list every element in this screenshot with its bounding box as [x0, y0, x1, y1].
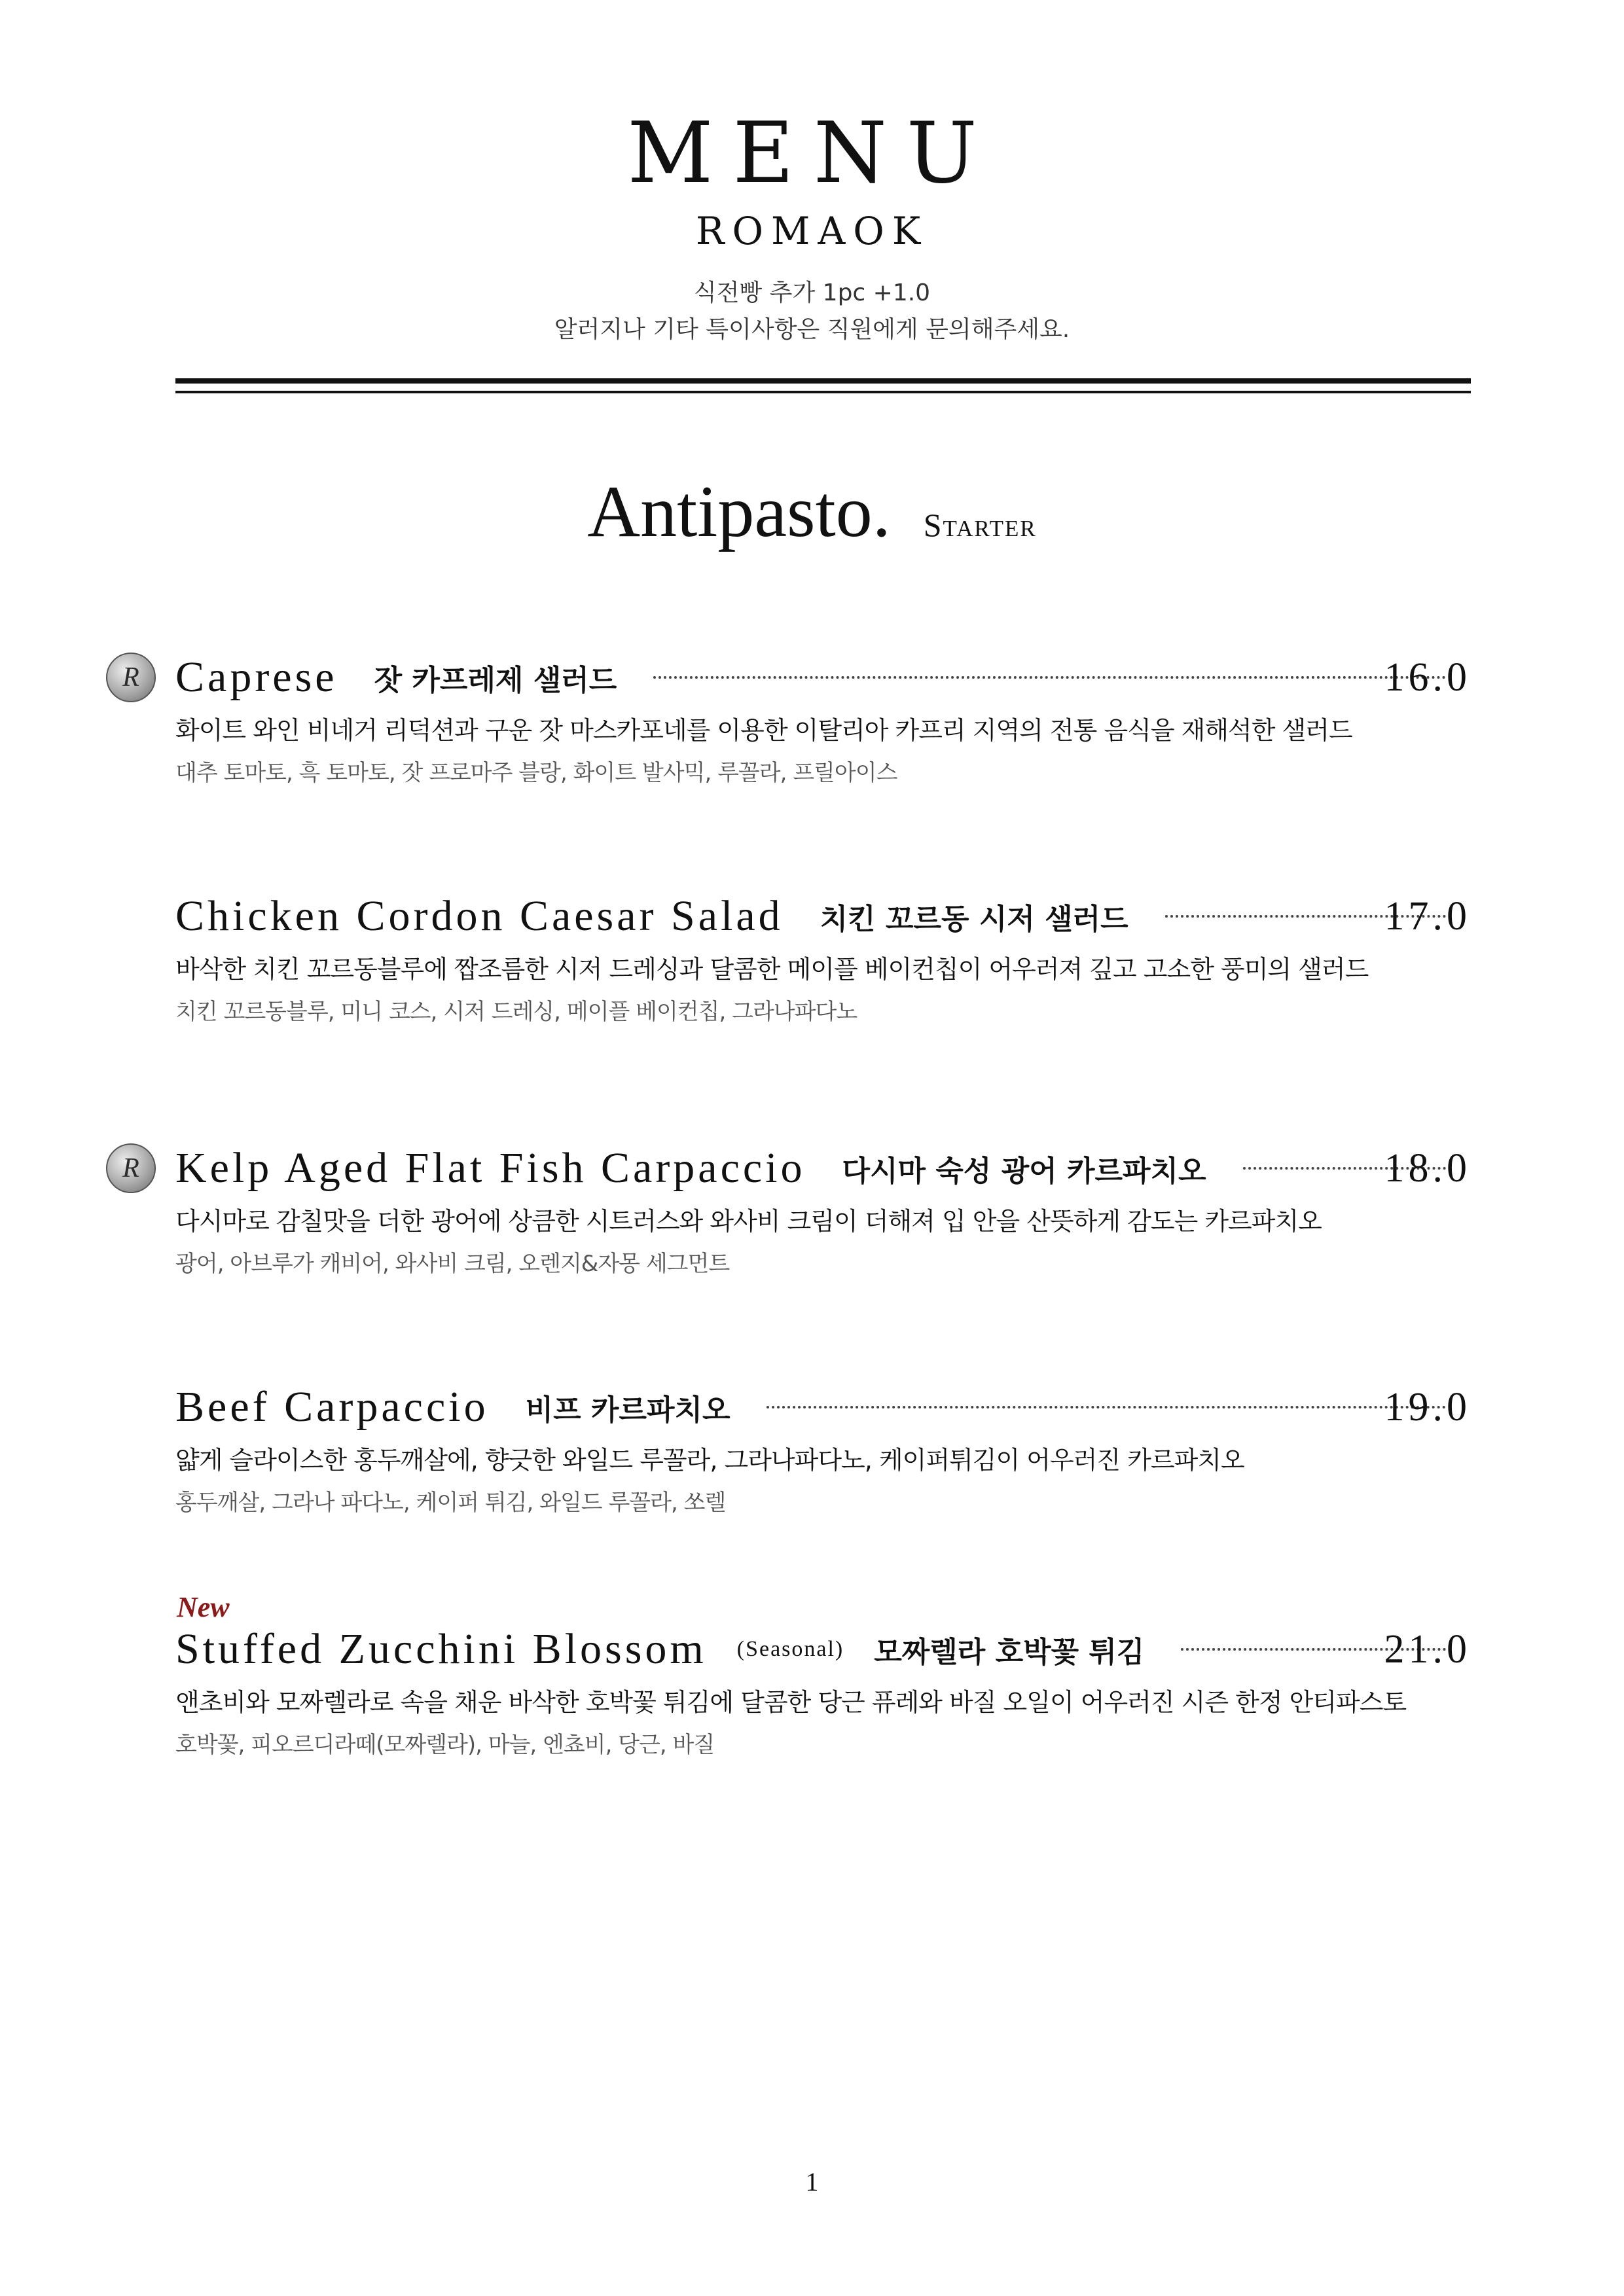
item-ingredients: 호박꽃, 피오르디라떼(모짜렐라), 마늘, 엔쵸비, 당근, 바질: [175, 1732, 715, 1758]
section-header: [0, 466, 1624, 558]
item-ingredients: 치킨 꼬르동블루, 미니 코스, 시저 드레싱, 메이플 베이컨칩, 그라나파다노: [175, 999, 857, 1025]
menu-title: MENU: [627, 105, 997, 202]
header-divider-thin: [175, 391, 1471, 393]
item-description: 바삭한 치킨 꼬르동블루에 짭조름한 시저 드레싱과 달콤한 메이플 베이컨칩이 어우러져 깊고 고소한 풍미의 샐러드: [175, 955, 1369, 984]
item-description: 화이트 와인 비네거 리덕션과 구운 잣 마스카포네를 이용한 이탈리아 카프리 지역의 전통 음식을 재해석한 샐러드: [175, 716, 1352, 745]
item-name-en: Stuffed Zucchini Blossom: [175, 1625, 707, 1673]
bread-note: 식전빵 추가 1pc +1.0: [693, 279, 931, 306]
item-price: 19.0: [1384, 1385, 1471, 1429]
item-name-ko: 비프 카르파치오: [525, 1393, 731, 1427]
item-price: 18.0: [1384, 1146, 1471, 1191]
dot-leader: [767, 1406, 1446, 1408]
item-ingredients: 광어, 아브루가 캐비어, 와사비 크림, 오렌지&자몽 세그먼트: [175, 1251, 730, 1277]
menu-item-beef-carpaccio: [0, 1378, 1624, 1528]
section-subtitle: Starter: [923, 507, 1037, 543]
item-name-ko: 치킨 꼬르동 시저 샐러드: [820, 903, 1128, 936]
item-name-ko: 다시마 숙성 광어 카르파치오: [842, 1155, 1206, 1188]
section-title: Antipasto.: [587, 471, 891, 552]
signature-badge-icon: [106, 1143, 156, 1193]
item-name-en: Chicken Cordon Caesar Salad: [175, 892, 784, 940]
menu-item-chicken-cordon-caesar-salad: [0, 887, 1624, 1037]
item-name-en: Kelp Aged Flat Fish Carpaccio: [175, 1144, 806, 1192]
restaurant-name: ROMAOK: [695, 209, 929, 253]
item-price: 21.0: [1384, 1627, 1471, 1672]
menu-item-stuffed-zucchini-blossom: [0, 1590, 1624, 1780]
item-ingredients: 홍두깨살, 그라나 파다노, 케이퍼 튀김, 와일드 루꼴라, 쏘렐: [175, 1490, 726, 1516]
item-name-row: [175, 648, 1471, 707]
item-name-en: Caprese: [175, 653, 338, 701]
dot-leader: [653, 676, 1446, 679]
item-ingredients: 대추 토마토, 흑 토마토, 잣 프로마주 블랑, 화이트 발사믹, 루꼴라, 프릴아이스: [175, 760, 897, 786]
item-name-ko: 잣 카프레제 샐러드: [374, 664, 617, 697]
item-price: 16.0: [1384, 655, 1471, 700]
item-name-row: [175, 1620, 1471, 1679]
item-name-row: [175, 887, 1471, 946]
menu-item-caprese: [0, 648, 1624, 798]
item-name-en: Beef Carpaccio: [175, 1383, 489, 1431]
item-price: 17.0: [1384, 894, 1471, 939]
signature-badge-icon: [106, 653, 156, 702]
new-label: New: [177, 1591, 230, 1623]
page-number: 1: [805, 2167, 819, 2197]
item-description: 앤초비와 모짜렐라로 속을 채운 바삭한 호박꽃 튀김에 달콤한 당근 퓨레와 바질 오일이 어우러진 시즌 한정 안티파스토: [175, 1688, 1407, 1717]
badge-letter: R: [122, 1153, 139, 1183]
item-name-ko: 모짜렐라 호박꽃 튀김: [874, 1636, 1145, 1669]
menu-item-kelp-aged-flat-fish-carpaccio: [0, 1139, 1624, 1289]
badge-letter: R: [122, 662, 139, 692]
allergy-note: 알러지나 기타 특이사항은 직원에게 문의해주세요.: [554, 316, 1070, 343]
item-name-row: [175, 1378, 1471, 1437]
seasonal-tag: (Seasonal): [736, 1637, 844, 1661]
item-name-row: [175, 1139, 1471, 1198]
header-divider-thick: [175, 378, 1471, 384]
item-description: 얇게 슬라이스한 홍두깨살에, 향긋한 와일드 루꼴라, 그라나파다노, 케이퍼튀김이 어우러진 카르파치오: [175, 1446, 1244, 1475]
item-description: 다시마로 감칠맛을 더한 광어에 상큼한 시트러스와 와사비 크림이 더해져 입 안을 산뜻하게 감도는 카르파치오: [175, 1207, 1322, 1236]
